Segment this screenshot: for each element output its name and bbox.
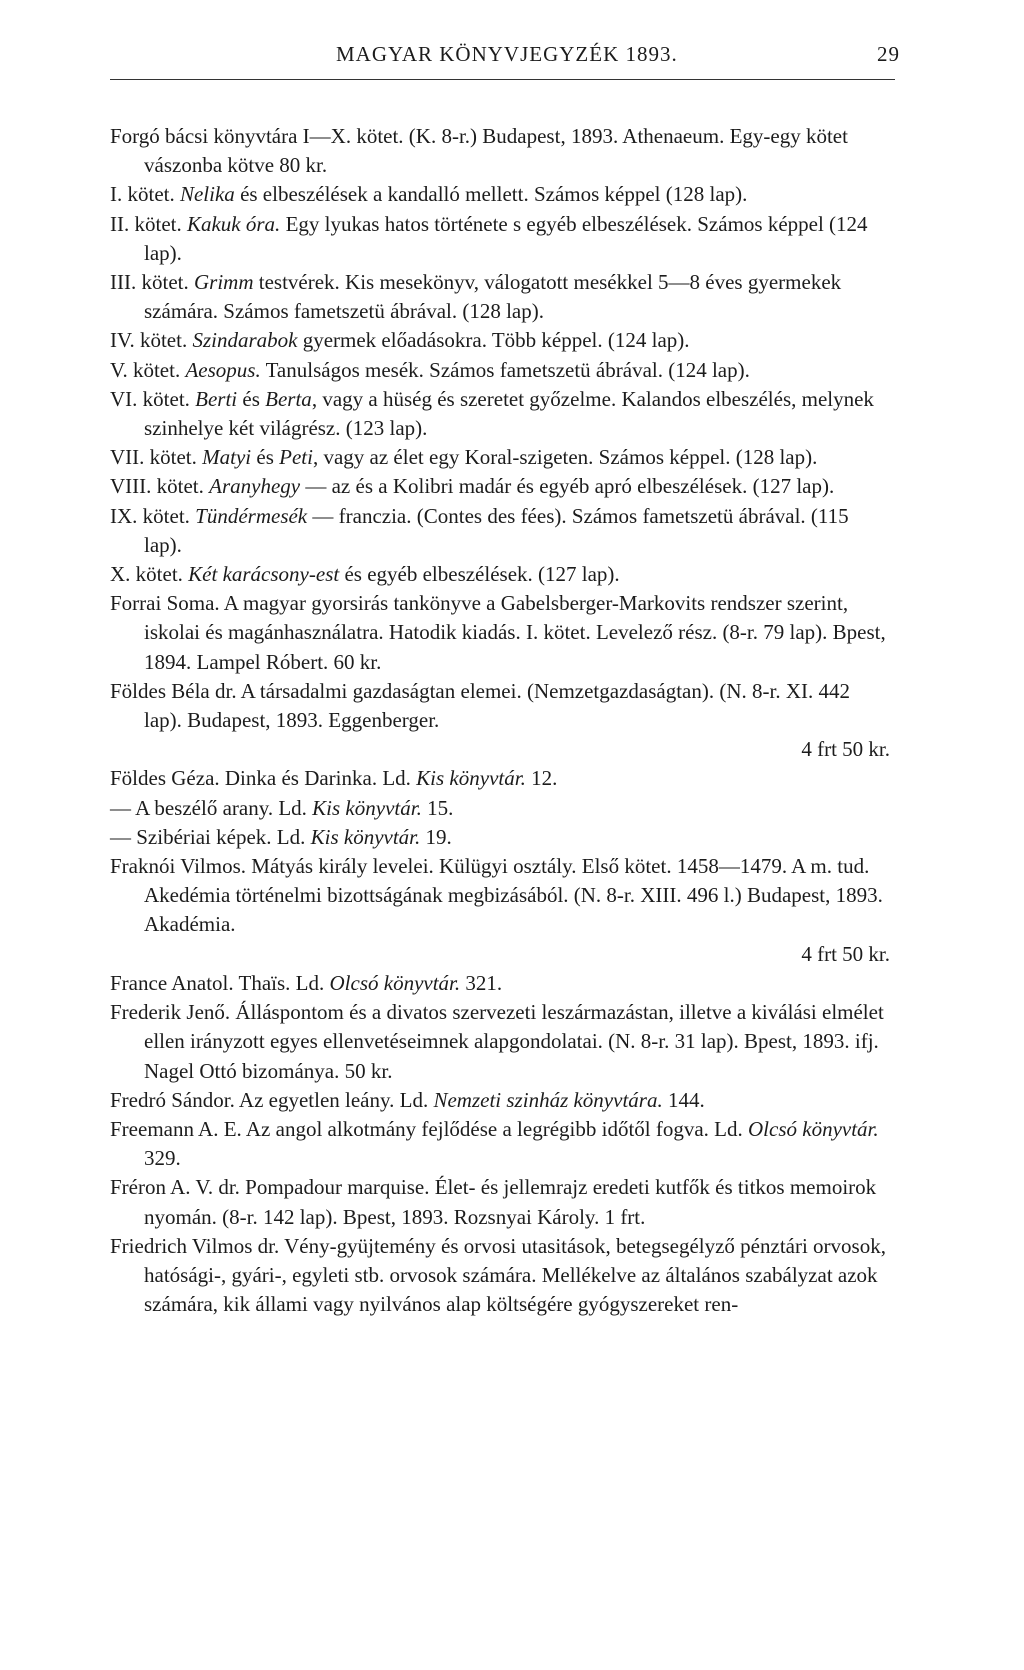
- catalog-entry: [110, 122, 890, 180]
- entry-text: Freemann A. E. Az angol alkotmány fejlődése a legrégibb időtől fogva. Ld.: [110, 1116, 748, 1141]
- entry-text: IV. kötet.: [110, 328, 193, 353]
- entry-text: — az és a Kolibri madár és egyéb apró elbeszélések. (127 lap).: [300, 474, 835, 499]
- catalog-entry: [110, 998, 890, 1086]
- entry-text: Fréron A. V. dr. Pompadour marquise. Élet- és jellemrajz eredeti kutfők és titkos memoirok nyomán. (8-r. 142 lap). Bpest, 1893. Rozsnyai Károly. 1 frt.: [110, 1175, 877, 1229]
- price-line: 4 frt 50 kr.: [801, 941, 890, 966]
- page-header: [110, 42, 900, 82]
- catalog-entry: [110, 1232, 890, 1320]
- running-title: MAGYAR KÖNYVJEGYZÉK 1893.: [336, 42, 678, 66]
- catalog-entry: [110, 852, 890, 940]
- entry-group-3: [110, 969, 890, 1319]
- catalog-entry: [110, 210, 890, 268]
- entry-text: — A beszélő arany. Ld.: [110, 795, 313, 820]
- entry-group-2: [110, 764, 890, 939]
- catalog-entry: [110, 472, 890, 501]
- entry-italic-title: Aranyhegy: [209, 474, 301, 499]
- page-number: 29: [877, 42, 900, 66]
- entry-italic-title: Berta: [265, 386, 312, 411]
- entry-text: Fredró Sándor. Az egyetlen leány. Ld.: [110, 1087, 434, 1112]
- entry-text: — Szibériai képek. Ld.: [110, 824, 311, 849]
- catalog-entry: [110, 502, 890, 560]
- catalog-entry: [110, 1115, 890, 1173]
- entry-italic-title: Kakuk óra.: [186, 211, 281, 236]
- entry-text: és: [237, 386, 266, 411]
- catalog-content: [110, 122, 890, 1319]
- entry-text: VIII. kötet.: [110, 474, 210, 499]
- entry-text: és egyéb elbeszélések. (127 lap).: [339, 562, 620, 587]
- entry-italic-title: Nelika: [179, 182, 235, 207]
- entry-text: France Anatol. Thaïs. Ld.: [110, 970, 330, 995]
- catalog-entry: [110, 677, 890, 735]
- entry-italic-title: Matyi: [202, 445, 252, 470]
- entry-text: testvérek. Kis mesekönyv, válogatott mesékkel 5—8 éves gyermekek számára. Számos fametszetü ábrával. (128 lap).: [144, 270, 842, 324]
- entry-text: Friedrich Vilmos dr. Vény-gyüjtemény és orvosi utasitások, betegsegélyző pénztári orvosok, hatósági-, gyári-, egyleti stb. orvosok számára. Mellékelve az általános szabályzat azok számára, kik állami vagy nyilvános alap költségére gyógyszereket ren-: [110, 1233, 886, 1317]
- entry-italic-title: Két karácsony-est: [188, 562, 340, 587]
- entry-text: Tanulságos mesék. Számos fametszetü ábrával. (124 lap).: [260, 357, 750, 382]
- catalog-entry: [110, 589, 890, 677]
- entry-text: Forgó bácsi könyvtára I—X. kötet. (K. 8-r.) Budapest, 1893. Athenaeum. Egy-egy kötet vászonba kötve 80 kr.: [110, 124, 848, 178]
- entry-text: 329.: [144, 1146, 181, 1171]
- entry-italic-title: Peti: [279, 445, 313, 470]
- entry-text: Egy lyukas hatos története s egyéb elbeszélések. Számos képpel (124 lap).: [144, 211, 868, 265]
- entry-text: és: [251, 445, 280, 470]
- catalog-entry: [110, 764, 890, 793]
- entry-italic-title: Kis könyvtár.: [416, 766, 526, 791]
- catalog-entry: [110, 560, 890, 589]
- price-line: 4 frt 50 kr.: [801, 737, 890, 762]
- entry-italic-title: Kis könyvtár.: [310, 824, 421, 849]
- entry-text: Földes Géza. Dinka és Darinka. Ld.: [110, 766, 417, 791]
- entry-text: és elbeszélések a kandalló mellett. Számos képpel (128 lap).: [234, 182, 748, 207]
- entry-text: 15.: [421, 795, 454, 820]
- entry-text: VII. kötet.: [110, 445, 203, 470]
- entry-text: 321.: [460, 970, 503, 995]
- catalog-entry: [110, 443, 890, 472]
- entry-text: VI. kötet.: [110, 386, 196, 411]
- entry-italic-title: Olcsó könyvtár.: [748, 1116, 879, 1141]
- catalog-entry: [110, 356, 890, 385]
- entry-text: III. kötet.: [110, 270, 194, 295]
- entry-text: I. kötet.: [110, 182, 180, 207]
- entry-text: V. kötet.: [110, 357, 186, 382]
- entry-italic-title: Aesopus.: [185, 357, 261, 382]
- entry-text: Frederik Jenő. Álláspontom és a divatos szervezeti leszármazástan, illetve a kiválási elmélet ellen irányzott egyes ellenvetéseimnek alapgondolatai. (N. 8-r. 31 lap). Bpest, 1893. ifj. Nagel Ottó bizománya. 50 kr.: [110, 1000, 884, 1083]
- entry-text: , vagy az élet egy Koral-szigeten. Számos képpel. (128 lap).: [312, 445, 818, 470]
- entry-text: II. kötet.: [110, 211, 187, 236]
- entry-text: Földes Béla dr. A társadalmi gazdaságtan elemei. (Nemzetgazdaságtan). (N. 8-r. XI. 442 lap). Budapest, 1893. Eggenberger.: [110, 678, 851, 733]
- entry-text: , vagy a hüség és szeretet győzelme. Kalandos elbeszélés, melynek szinhelye két világrész. (123 lap).: [144, 386, 874, 441]
- catalog-entry: [110, 326, 890, 355]
- entry-italic-title: Olcsó könyvtár.: [329, 970, 461, 995]
- entry-text: 144.: [662, 1087, 705, 1112]
- entry-text: 19.: [420, 824, 452, 849]
- entry-italic-title: Tündérmesék: [195, 503, 308, 528]
- catalog-entry: [110, 268, 890, 326]
- entry-text: Fraknói Vilmos. Mátyás király levelei. Külügyi osztály. Első kötet. 1458—1479. A m. tud. Akedémia történelmi bizottságának megbizásából. (N. 8-r. XIII. 496 l.) Budapest, 1893. Akadémia.: [110, 854, 883, 937]
- catalog-entry: [110, 823, 890, 852]
- entry-group-1: [110, 122, 890, 735]
- entry-text: 12.: [525, 766, 558, 791]
- header-rule: [110, 79, 895, 80]
- entry-italic-title: Grimm: [193, 270, 254, 295]
- catalog-entry: [110, 1173, 890, 1231]
- entry-italic-title: Nemzeti szinház könyvtára.: [433, 1087, 663, 1112]
- catalog-entry: [110, 794, 890, 823]
- entry-text: gyermek előadásokra. Több képpel. (124 lap).: [297, 328, 690, 353]
- entry-italic-title: Szindarabok: [192, 328, 298, 353]
- entry-text: Forrai Soma. A magyar gyorsirás tankönyve a Gabelsberger-Markovits rendszer szerint, iskolai és magánhasználatra. Hatodik kiadás. I. kötet. Levelező rész. (8-r. 79 lap). Bpest, 1894. Lampel Róbert. 60 kr.: [110, 591, 886, 674]
- catalog-entry: [110, 180, 890, 209]
- entry-text: — franczia. (Contes des fées). Számos fametszetü ábrával. (115 lap).: [144, 503, 849, 557]
- entry-text: IX. kötet.: [110, 503, 196, 528]
- catalog-entry: [110, 1086, 890, 1115]
- entry-text: X. kötet.: [110, 562, 189, 587]
- catalog-entry: [110, 969, 890, 998]
- catalog-entry: [110, 385, 890, 443]
- entry-italic-title: Berti: [195, 386, 238, 411]
- entry-italic-title: Kis könyvtár.: [312, 795, 422, 820]
